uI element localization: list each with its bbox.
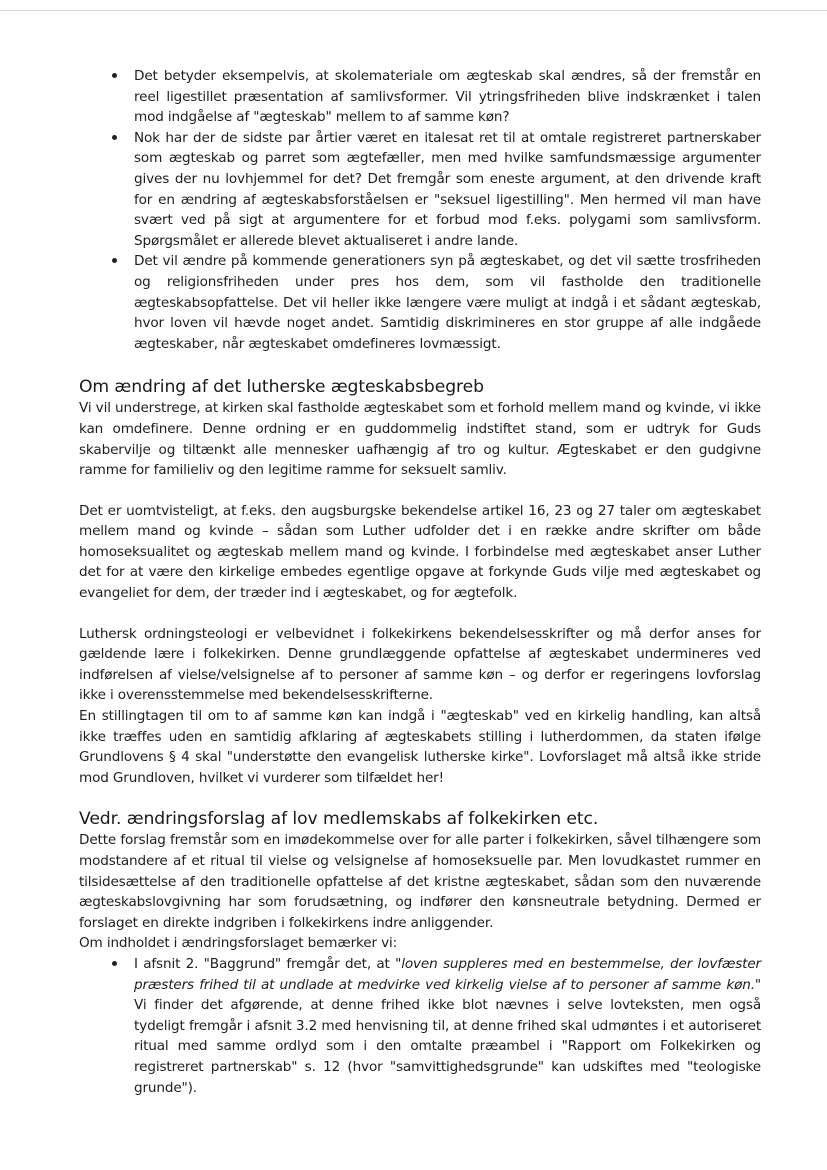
intro-bullet-list: [79, 66, 761, 354]
list-item: Nok har der de sidste par årtier været en italesat ret til at omtale registreret partnerskaber som ægteskab og parret som ægtefæller, men med hvilke samfundsmæssige argumenter gives der nu lovhjemmel for det? Det fremgår som eneste argument, at den drivende kraft for en ændring af ægteskabsforståelsen er "seksuel ligestilling". Men hermed vil man have svært ved på sigt at argumentere for et forbud mod f.eks. polygami som samlivsform. Spørgsmålet er allerede blevet aktualiseret i andre lande.: [79, 128, 761, 252]
list-item: [79, 954, 761, 1098]
paragraph: En stillingtagen til om to af samme køn kan indgå i "ægteskab" ved en kirkelig handling, kan altså ikke træffes uden en samtidig afklaring af ægteskabets stilling i lutherdommen, da staten ifølge Grundlovens § 4 skal "understøtte den evangelisk lutherske kirke". Lovforslaget må altså ikke stride mod Grundloven, hvilket vi vurderer som tilfældet her!: [79, 708, 761, 786]
bullet-quote: loven suppleres med en bestemmelse, der lovfæster præsters frihed til at undlade at medvirke ved kirkelig vielse af to personer af samme køn.: [134, 955, 761, 993]
paragraph: Vi vil understrege, at kirken skal fastholde ægteskabet som et forhold mellem mand og kvinde, vi ikke kan omdefinere. Denne ordning er en guddommelig indstiftet stand, som er udtryk for Guds skabervilje og tiltænkt alle mennesker uafhængig af tro og kultur. Ægteskabet er den gudgivne ramme for familieliv og den legitime ramme for seksuelt samliv.: [79, 400, 761, 479]
paragraph: Det er uomtvisteligt, at f.eks. den augsburgske bekendelse artikel 16, 23 og 27 taler om ægteskabet mellem mand og kvinde – sådan som Luther udfolder det i en række andre skrifter om både homoseksualitet og ægteskab mellem mand og kvinde. I forbindelse med ægteskabet anser Luther det for at være den kirkelige embedes egentlige opgave at forkynde Guds vilje med ægteskabet og evangeliet for dem, der træder ind i ægteskabet, og for ægtefolk.: [79, 502, 761, 602]
list-item: Det betyder eksempelvis, at skolemateriale om ægteskab skal ændres, så der fremstår en reel ligestillet præsentation af samlivsformer. Vil ytringsfriheden blive indskrænket i talen mod indgåelse af "ægteskab" mellem to af samme køn?: [79, 66, 761, 128]
paragraph: Luthersk ordningsteologi er velbevidnet i folkekirkens bekendelsesskrifter og må derfor anses for gældende lære i folkekirken. Denne grundlæggende opfattelse af ægteskabet undermineres ved indførelsen af vielse/velsignelse af to personer af samme køn – og derfor er regeringens lovforslag ikke i overensstemmelse med bekendelsesskrifterne.: [79, 625, 761, 704]
list-item: Det vil ændre på kommende generationers syn på ægteskabet, og det vil sætte trosfriheden og religionsfriheden under pres hos dem, som vil fastholde den traditionelle ægteskabsopfattelse. Det vil heller ikke længere være muligt at indgå i et sådant ægteskab, hvor loven vil hævde noget andet. Samtidig diskrimineres en stor gruppe af alle indgåede ægteskaber, når ægteskabet omdefineres lovmæssigt.: [79, 251, 761, 354]
bullet-text-rest: " Vi finder det afgørende, at denne frihed ikke blot nævnes i selve lovteksten, men også tydeligt fremgår i afsnit 3.2 med henvisning til, at denne frihed skal udmøntes i et autoriseret ritual med samme ordlyd som i den omtalte præambel i "Rapport om Folkekirken og registreret partnerskab" s. 12 (hvor "samvittighedsgrunde" kan udskiftes med "teologiske grunde").: [134, 976, 761, 1096]
paragraph: Om indholdet i ændringsforslaget bemærker vi:: [79, 935, 398, 952]
bullet-text-intro: I afsnit 2. "Baggrund" fremgår det, at ": [134, 955, 402, 972]
section-heading-lutheran: Om ændring af det lutherske ægteskabsbegreb: [79, 377, 484, 398]
document-body: [79, 66, 761, 1098]
top-rule: [0, 10, 827, 11]
membership-bullet-list: [79, 954, 761, 1098]
paragraph: Dette forslag fremstår som en imødekommelse over for alle parter i folkekirken, såvel tilhængere som modstandere af et ritual til vielse og velsignelse af homoseksuelle par. Men lovudkastet rummer en tilsidesættelse af den traditionelle opfattelse af det kristne ægteskabet, sådan som den nuværende ægteskabslovgivning har som forudsætning, og indfører den kønsneutrale betydning. Dermed er forslaget en direkte indgriben i folkekirkens indre anliggender.: [79, 832, 761, 931]
section-heading-membership: Vedr. ændringsforslag af lov medlemskabs af folkekirken etc.: [79, 809, 599, 830]
